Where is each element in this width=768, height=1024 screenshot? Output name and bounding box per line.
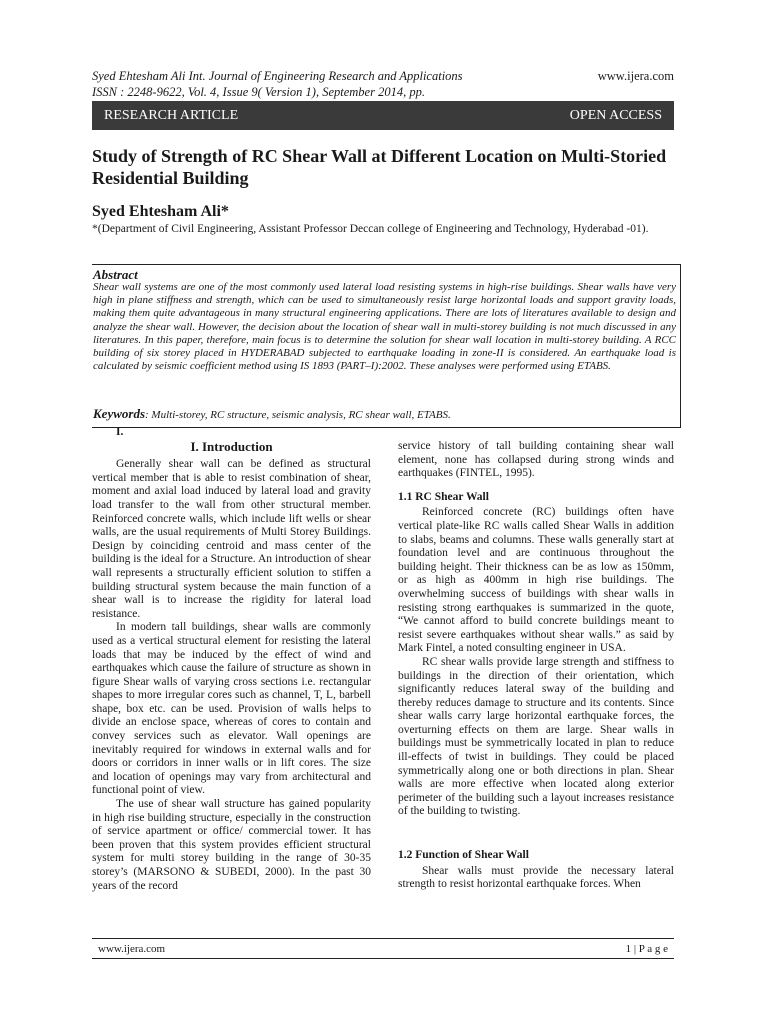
intro-paragraph-2: In modern tall buildings, shear walls are commonly used as a vertical structural element for resisting the lateral loads that may be induced by the effect of wind and earthquakes which cause the failure of structure as shown in figure Shear walls of varying cross sections i.e. rectangular shapes to more irregular cores such as channel, T, L, barbell shape, box etc. can be used. Provision of walls helps to divide an enclose space, whereas of cores to contain and convey services such as elevator. Wall openings are inevitably required for windows in external walls and for doors or corridors in inner walls or in lift cores. The size and location of openings may vary from architectural and functional point of view.	[92, 621, 371, 797]
rc-shear-wall-paragraph-2: RC shear walls provide large strength and stiffness to buildings in the direction of their orientation, which significantly reduces lateral sway of the building and thereby reduces damage to structure and its contents. Since shear walls carry large horizontal earthquake forces, the overturning effects on them are large. Shear walls in buildings must be symmetrically located in plan to reduce ill-effects of twist in buildings. They could be placed symmetrically along one or both directions in plan. Shear walls are more effective when located along exterior perimeter of the building such a layout increases resistance of the building to twisting.	[398, 655, 674, 818]
abstract-text: Shear wall systems are one of the most commonly used lateral load resisting systems in high-rise buildings. Shear walls have very high in plane stiffness and strength, which can be used to simultaneously resist large horizontal loads and support gravity loads, making them quite advantageous in many structural engineering applications. There are lots of literatures available to design and analyze the shear wall. However, the decision about the location of shear wall in multi-storey building is not much discussed in any literatures. In this paper, therefore, main focus is to determine the solution for shear wall location in multi-storey building. A RCC building of six storey placed in HYDERABAD subjected to earthquake loading in zone-II is considered. An earthquake load is calculated by seismic coefficient method using IS 1893 (PART–I):2002. These analyses were performed using ETABS.	[93, 281, 676, 373]
research-article-label: RESEARCH ARTICLE	[104, 107, 239, 123]
author-affiliation: *(Department of Civil Engineering, Assistant Professor Deccan college of Engineering and Technology, Hyderabad -01).	[92, 223, 649, 235]
abstract-heading: Abstract	[93, 267, 138, 282]
introduction-heading: I. Introduction	[190, 438, 273, 454]
paper-title: Study of Strength of RC Shear Wall at Different Location on Multi-Storied Residential Building	[92, 146, 667, 188]
page-number: 1 | P a g e	[625, 942, 668, 955]
keywords-list: : Multi-storey, RC structure, seismic analysis, RC shear wall, ETABS.	[145, 409, 451, 421]
journal-citation	[92, 68, 674, 100]
intro-paragraph-1: Generally shear wall can be defined as structural vertical member that is able to resist combination of shear, moment and axial load induced by lateral load and gravity load transfer to the wall from other structural member. Reinforced concrete walls, which include lift wells or shear walls, are the usual requirements of Multi Storey Buildings. Design by coinciding centroid and mass center of the building is the ideal for a Structure. An introduction of shear wall represents a structurally efficient solution to stiffen a building structural system because the main function of a shear wall is to increase the rigidity for lateral load resistance.	[92, 458, 371, 620]
left-column	[92, 426, 371, 893]
footer-website-link[interactable]: www.ijera.com	[98, 942, 166, 955]
keywords-line	[93, 406, 676, 422]
function-paragraph-1: Shear walls must provide the necessary lateral strength to resist horizontal earthquake forces. When	[398, 864, 674, 891]
intro-paragraph-3: The use of shear wall structure has gained popularity in high rise building structure, especially in the construction of service apartment or office/ commercial tower. It has been proven that this system provides efficient structural system for multi storey building in the range of 30-35 storey’s (MARSONO & SUBEDI, 2000). In the past 30 years of the record	[92, 798, 371, 892]
intro-continuation: service history of tall building containing shear wall element, none has collapsed during strong winds and earthquakes (FINTEL, 1995).	[398, 440, 674, 480]
journal-website-link[interactable]: www.ijera.com	[597, 69, 674, 83]
open-access-label: OPEN ACCESS	[569, 107, 662, 123]
journal-line-1: Syed Ehtesham Ali Int. Journal of Engineering Research and Applications	[92, 69, 463, 83]
right-column	[398, 440, 674, 892]
author-name: Syed Ehtesham Ali*	[92, 203, 229, 220]
keywords-label: Keywords	[93, 406, 145, 421]
rc-shear-wall-paragraph-1: Reinforced concrete (RC) buildings often have vertical plate-like RC walls called Shear Walls in addition to slabs, beams and columns. These walls generally start at foundation level and are continuous throughout the building height. Their thickness can be as low as 150mm, or as high as 400mm in high rise buildings. The overwhelming success of buildings with shear walls in resisting strong earthquakes is summarized in the quote, “We cannot afford to build concrete buildings meant to resist severe earthquakes without shear walls.” as said by Mark Fintel, a noted consulting engineer in USA.	[398, 506, 674, 655]
page-footer	[92, 938, 674, 959]
section-number: I.	[116, 426, 124, 438]
journal-line-2: ISSN : 2248-9622, Vol. 4, Issue 9( Version 1), September 2014, pp.	[92, 85, 425, 99]
function-of-shear-wall-heading: 1.2 Function of Shear Wall	[398, 849, 529, 862]
article-type-banner	[92, 101, 674, 130]
rc-shear-wall-heading: 1.1 RC Shear Wall	[398, 490, 489, 503]
